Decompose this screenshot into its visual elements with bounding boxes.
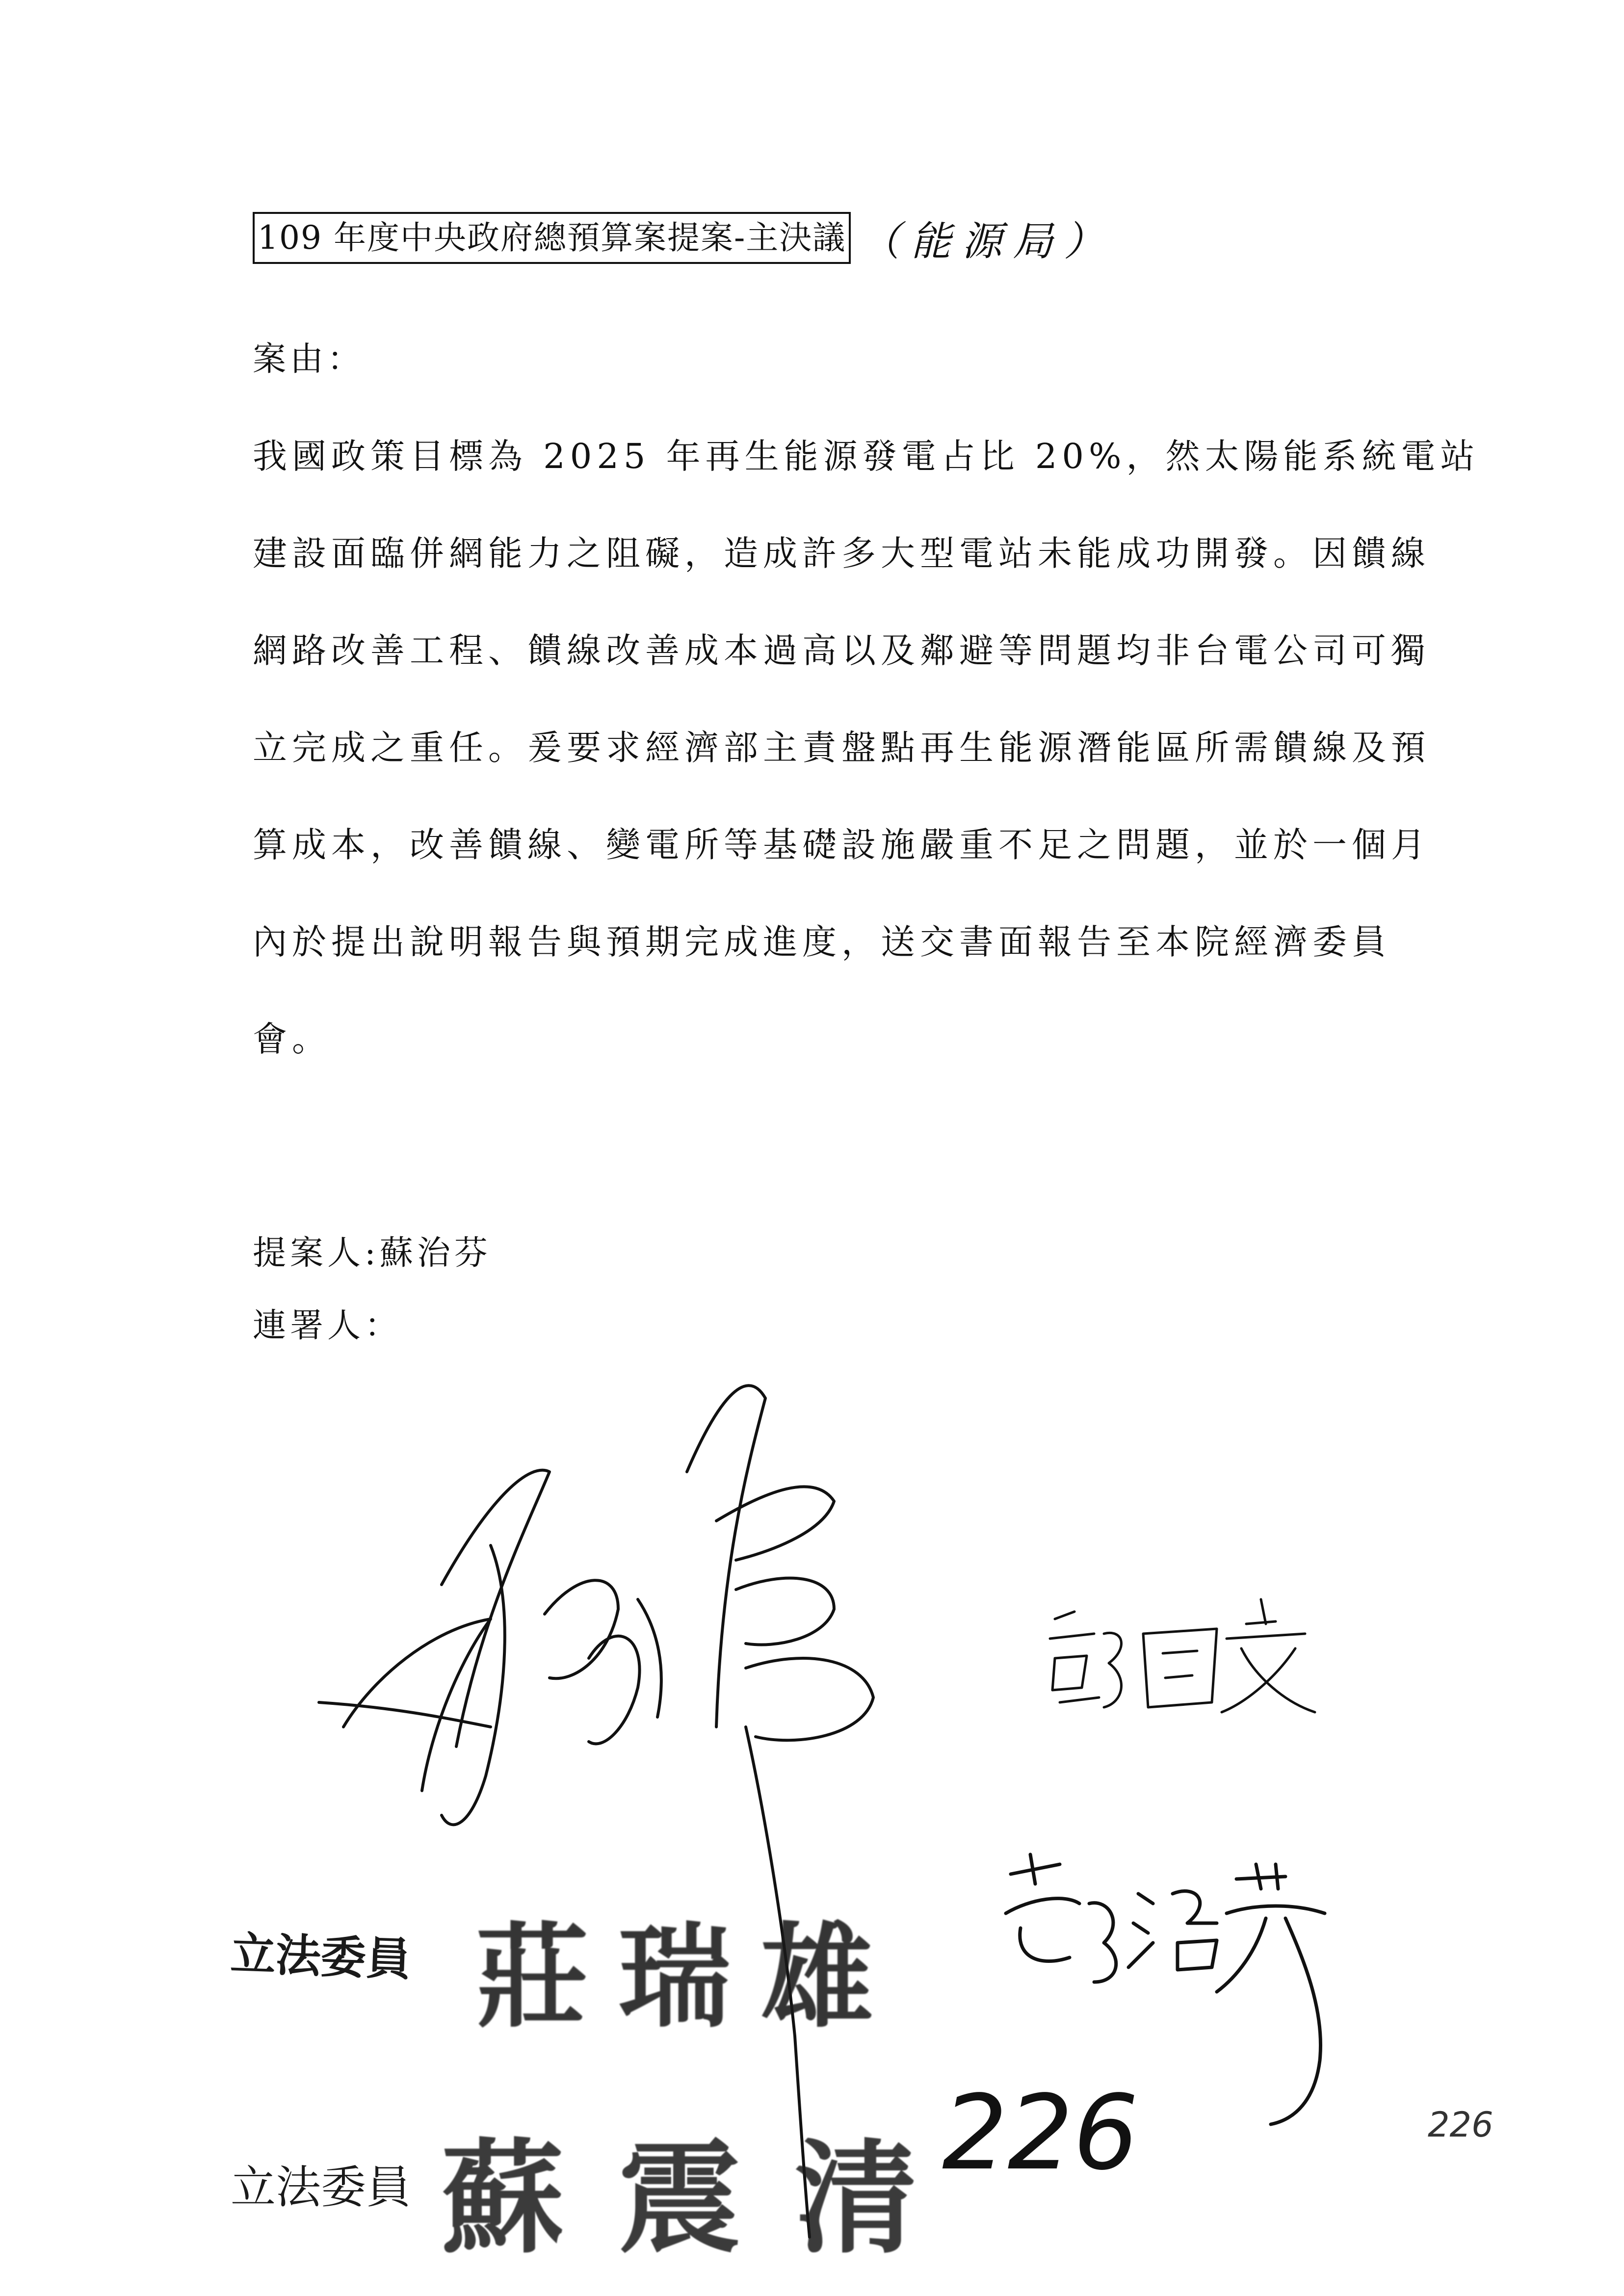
body-line: 我國政策目標為 2025 年再生能源發電占比 20%，然太陽能系統電站: [253, 436, 1480, 476]
body-line: 網路改善工程、饋線改善成本過高以及鄰避等問題均非台電公司可獨: [253, 630, 1430, 671]
proposer-line: 提案人:蘇治芬: [253, 1234, 492, 1273]
body-line: 建設面臨併網能力之阻礙，造成許多大型電站未能成功開發。因饋線: [253, 533, 1430, 574]
body-line: 內於提出說明報告與預期完成進度，送交書面報告至本院經濟委員: [253, 922, 1391, 962]
agency-note: （能源局）: [860, 218, 1115, 265]
document-title: 109 年度中央政府總預算案提案-主決議: [253, 212, 851, 264]
page-number: 226: [942, 2073, 1139, 2193]
case-label: 案由：: [253, 340, 365, 379]
stamp-title-2: 立法委員: [231, 2161, 412, 2214]
body-line: 會。: [253, 1019, 331, 1059]
body-line: 算成本，改善饋線、變電所等基礎設施嚴重不足之問題，並於一個月: [253, 825, 1430, 865]
stamp-title-1: 立法委員: [229, 1927, 412, 1986]
title-row: [253, 209, 1115, 267]
stamp-name-1: 莊瑞雄: [476, 1911, 903, 2043]
case-body: [253, 432, 1480, 1112]
page-number-handwritten: 226: [1428, 2105, 1493, 2145]
cosigner-label: 連署人：: [253, 1306, 402, 1345]
handwritten-signature-guo: [1050, 1599, 1315, 1712]
body-line: 立完成之重任。爰要求經濟部主責盤點再生能源潛能區所需饋線及預: [253, 728, 1430, 768]
stamp-name-2: 蘇震清: [442, 2126, 971, 2270]
